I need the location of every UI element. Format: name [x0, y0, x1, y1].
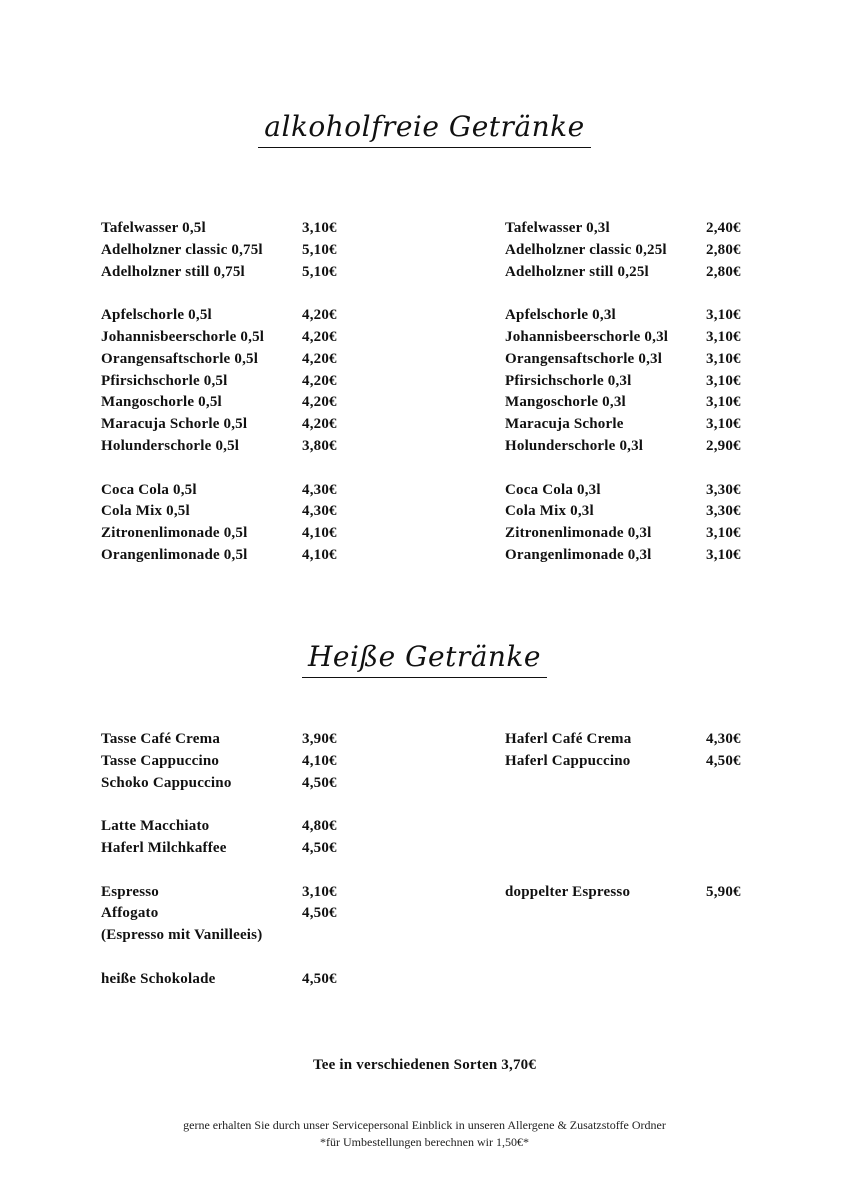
menu-item-price: 4,50€ [302, 774, 337, 791]
menu-item [505, 394, 849, 416]
menu-item-name: doppelter Espresso [505, 883, 631, 900]
menu-item-name: Mangoschorle 0,5l [101, 394, 222, 411]
menu-item [505, 525, 849, 547]
menu-item [505, 482, 849, 504]
menu-item-name: Mangoschorle 0,3l [505, 394, 626, 411]
menu-item-price: 4,20€ [302, 394, 337, 411]
menu-item [101, 905, 446, 927]
menu-item [101, 503, 446, 525]
menu-item-name: heiße Schokolade [101, 970, 216, 987]
menu-item-name: Haferl Milchkaffee [101, 839, 227, 856]
menu-item [505, 242, 849, 264]
menu-item [505, 373, 849, 395]
menu-item [101, 525, 446, 547]
menu-item-name: Zitronenlimonade 0,3l [505, 525, 652, 542]
menu-item [101, 884, 446, 906]
menu-item-price: 3,30€ [706, 481, 741, 498]
cold-drinks-left-column [101, 220, 446, 569]
allergen-note: gerne erhalten Sie durch unser Servicepersonal Einblick in unseren Allergene & Zusatzstoffe Ordner [183, 1118, 666, 1132]
rebooking-note: *für Umbestellungen berechnen wir 1,50€* [320, 1135, 529, 1149]
menu-item-price: 4,30€ [706, 731, 741, 747]
menu-item [101, 971, 446, 993]
menu-item [101, 775, 446, 797]
menu-item-name: Johannisbeerschorle 0,3l [505, 328, 669, 345]
spacer [101, 796, 446, 818]
menu-item [101, 242, 446, 264]
menu-item-name: Holunderschorle 0,5l [101, 437, 240, 454]
menu-item-name: Zitronenlimonade 0,5l [101, 525, 248, 542]
menu-item-name: Coca Cola 0,5l [101, 481, 197, 498]
menu-item [505, 307, 849, 329]
menu-item [101, 482, 446, 504]
menu-item-price: 3,10€ [302, 883, 337, 900]
menu-item-name: Apfelschorle 0,5l [101, 307, 212, 324]
menu-item-name: Cola Mix 0,5l [101, 503, 190, 520]
hot-drinks-heading: Heiße Getränke [0, 640, 849, 673]
menu-item [101, 307, 446, 329]
menu-item-price: 4,50€ [302, 839, 337, 856]
menu-item [101, 818, 446, 840]
menu-item-price: 3,10€ [302, 220, 337, 236]
menu-item [101, 753, 446, 775]
menu-item [101, 351, 446, 373]
menu-item-name: Tasse Cappuccino [101, 752, 220, 769]
menu-item-price: 4,10€ [302, 752, 337, 769]
menu-item-name: (Espresso mit Vanilleeis) [101, 927, 263, 944]
menu-item-name: Orangenlimonade 0,3l [505, 546, 652, 563]
spacer [101, 460, 446, 482]
spacer [505, 285, 849, 307]
hot-drinks-right-column [505, 731, 849, 905]
hot-drinks-left-column [101, 731, 446, 993]
spacer [101, 862, 446, 884]
menu-item-name: Affogato [101, 905, 159, 922]
menu-item-name: Orangensaftschorle 0,5l [101, 350, 259, 367]
tea-line: Tee in verschiedenen Sorten 3,70€ [312, 1057, 537, 1073]
cold-drinks-right-column [505, 220, 849, 569]
menu-item-price: 3,10€ [706, 525, 741, 542]
spacer [505, 862, 849, 884]
menu-item-name: Cola Mix 0,3l [505, 503, 594, 520]
menu-item [505, 753, 849, 775]
menu-item [101, 264, 446, 286]
menu-item [505, 884, 849, 906]
menu-item [505, 547, 849, 569]
menu-item [101, 394, 446, 416]
menu-item-price: 4,20€ [302, 350, 337, 367]
menu-item-price: 4,50€ [706, 752, 741, 769]
menu-item-price: 4,30€ [302, 503, 337, 520]
menu-item-price: 2,80€ [706, 263, 741, 280]
menu-item-name: Maracuja Schorle [505, 416, 624, 433]
menu-item-price: 3,30€ [706, 503, 741, 520]
menu-item-name: Tafelwasser 0,3l [505, 220, 610, 236]
spacer [505, 840, 849, 862]
menu-item-price: 3,10€ [706, 416, 741, 433]
menu-item-price: 4,20€ [302, 372, 337, 389]
menu-item-price: 4,20€ [302, 328, 337, 345]
menu-item-name: Adelholzner classic 0,25l [505, 241, 667, 258]
menu-item-name: Apfelschorle 0,3l [505, 307, 616, 324]
menu-item-name: Maracuja Schorle 0,5l [101, 416, 248, 433]
menu-item-name: Orangenlimonade 0,5l [101, 546, 248, 563]
menu-item-name: Tasse Café Crema [101, 731, 221, 747]
menu-item-price: 4,10€ [302, 525, 337, 542]
spacer [101, 285, 446, 307]
menu-item [505, 503, 849, 525]
menu-item-name: Adelholzner still 0,75l [101, 263, 245, 280]
menu-item [505, 351, 849, 373]
menu-item [101, 373, 446, 395]
menu-item-price: 2,40€ [706, 220, 741, 236]
menu-item [505, 731, 849, 753]
menu-item [101, 416, 446, 438]
menu-item-name: Orangensaftschorle 0,3l [505, 350, 663, 367]
menu-item-name: Pfirsichschorle 0,5l [101, 372, 228, 389]
menu-item [101, 840, 446, 862]
menu-item-price: 4,80€ [302, 818, 337, 835]
menu-item-price: 2,80€ [706, 241, 741, 258]
spacer [505, 818, 849, 840]
menu-item-name: Schoko Cappuccino [101, 774, 232, 791]
menu-item [101, 438, 446, 460]
menu-item-price: 3,10€ [706, 394, 741, 411]
menu-item-name: Latte Macchiato [101, 818, 210, 835]
menu-item-price: 3,80€ [302, 437, 337, 454]
menu-item-name: Adelholzner classic 0,75l [101, 241, 263, 258]
menu-item-price: 3,10€ [706, 350, 741, 367]
menu-item-name: Holunderschorle 0,3l [505, 437, 644, 454]
spacer [505, 460, 849, 482]
menu-item-name: Tafelwasser 0,5l [101, 220, 206, 236]
menu-item-price: 3,10€ [706, 307, 741, 324]
menu-item [101, 731, 446, 753]
menu-item-name: Johannisbeerschorle 0,5l [101, 328, 265, 345]
menu-item [101, 220, 446, 242]
menu-item [505, 220, 849, 242]
menu-item-name: Coca Cola 0,3l [505, 481, 601, 498]
menu-item [505, 264, 849, 286]
spacer [101, 949, 446, 971]
menu-item-name: Haferl Cappuccino [505, 752, 631, 769]
menu-item-price: 3,90€ [302, 731, 337, 747]
menu-item-price: 3,10€ [706, 328, 741, 345]
spacer [505, 775, 849, 797]
menu-item [101, 927, 446, 949]
menu-item-price: 5,10€ [302, 241, 337, 258]
menu-item-price: 5,90€ [706, 883, 741, 900]
menu-item [505, 416, 849, 438]
menu-item [505, 438, 849, 460]
menu-item-name: Haferl Café Crema [505, 731, 632, 747]
menu-item-price: 4,20€ [302, 416, 337, 433]
menu-item [101, 329, 446, 351]
menu-item-name: Adelholzner still 0,25l [505, 263, 649, 280]
menu-item-price: 4,10€ [302, 546, 337, 563]
spacer [505, 796, 849, 818]
menu-item-price: 2,90€ [706, 437, 741, 454]
menu-item-name: Espresso [101, 883, 160, 900]
cold-drinks-heading: alkoholfreie Getränke [0, 110, 849, 143]
menu-item-price: 5,10€ [302, 263, 337, 280]
menu-item-price: 4,50€ [302, 970, 337, 987]
menu-item-price: 3,10€ [706, 372, 741, 389]
menu-item-price: 4,50€ [302, 905, 337, 922]
menu-item-price: 3,10€ [706, 546, 741, 563]
menu-item-name: Pfirsichschorle 0,3l [505, 372, 632, 389]
menu-item [505, 329, 849, 351]
menu-item-price: 4,20€ [302, 307, 337, 324]
menu-item-price: 4,30€ [302, 481, 337, 498]
menu-item [101, 547, 446, 569]
